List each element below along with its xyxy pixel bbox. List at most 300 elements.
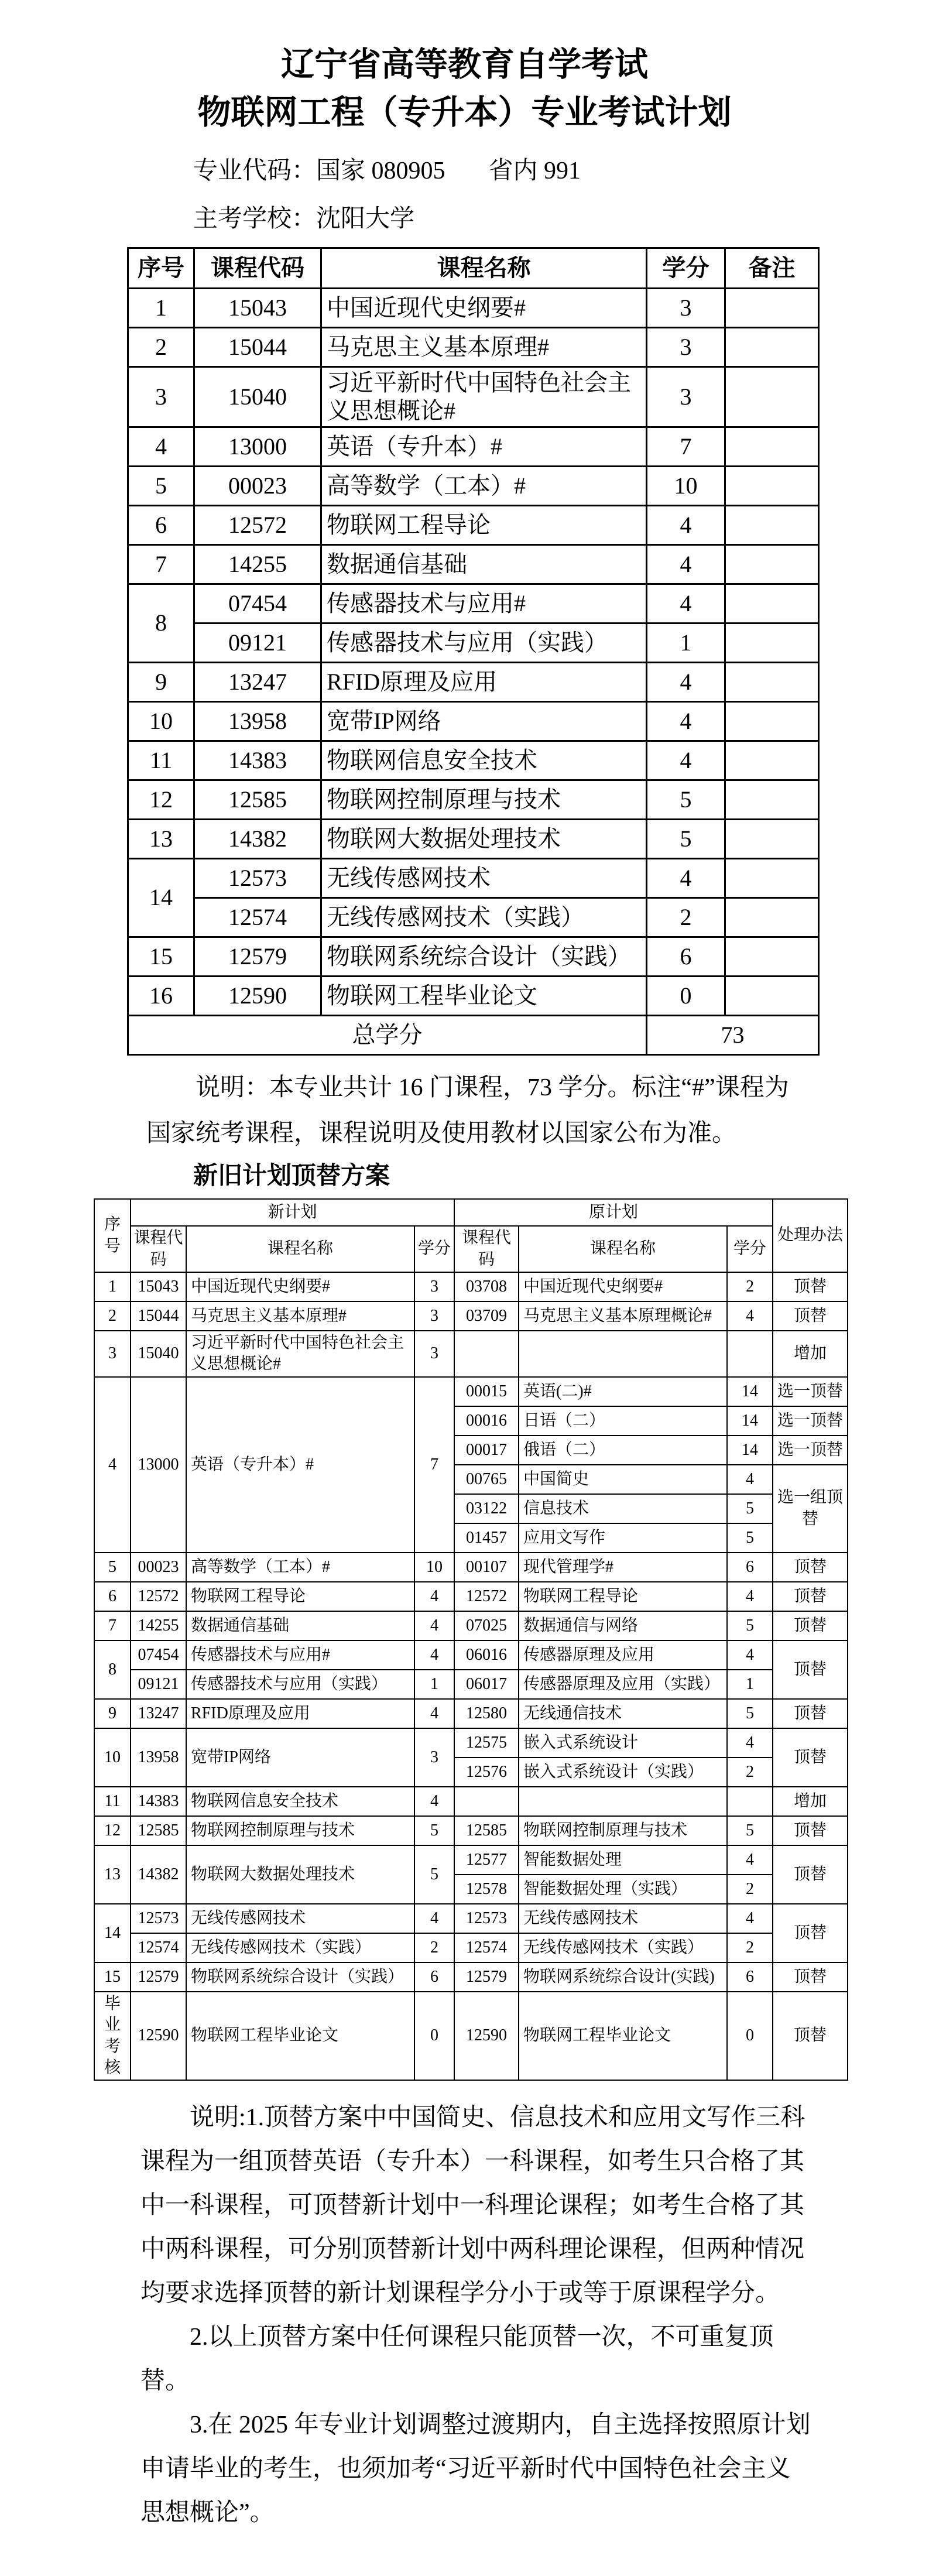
table-row — [94, 1611, 848, 1640]
table-cell: 俄语（二） — [519, 1436, 727, 1465]
table-cell: 顶替 — [773, 1962, 848, 1992]
table-cell: 6 — [647, 937, 725, 976]
table-row — [94, 1992, 848, 2081]
table-cell: 4 — [727, 1904, 773, 1933]
table-cell: 无线传感网技术 — [321, 858, 647, 898]
table-cell: 物联网工程毕业论文 — [321, 976, 647, 1015]
table-cell: 14 — [94, 1904, 131, 1962]
page-title-line2: 物联网工程（专升本）专业考试计划 — [197, 93, 732, 131]
table-cell: 选一顶替 — [773, 1377, 848, 1406]
table-cell — [454, 1787, 519, 1816]
table-cell: 顶替 — [773, 1611, 848, 1640]
table-cell: 2 — [727, 1933, 773, 1962]
table-cell: 2 — [727, 1875, 773, 1904]
table-cell: 总学分 — [128, 1015, 647, 1054]
table-cell: 1 — [727, 1670, 773, 1699]
table-header-cell: 课程代码 — [194, 248, 321, 288]
table-cell — [725, 976, 819, 1015]
table-cell: 6 — [727, 1962, 773, 1992]
table-cell: 智能数据处理（实践） — [519, 1875, 727, 1904]
table-cell: 1 — [94, 1272, 131, 1301]
table-cell: 14 — [727, 1436, 773, 1465]
replacement-plan-table — [94, 1198, 848, 2081]
table-cell: 3 — [414, 1272, 454, 1301]
table-cell: 12572 — [131, 1582, 186, 1611]
table-cell: 无线传感网技术 — [519, 1904, 727, 1933]
replacement-notes — [140, 2096, 811, 2535]
table-row — [128, 937, 819, 976]
table-cell: 传感器技术与应用# — [321, 584, 647, 623]
table-cell: 4 — [128, 427, 194, 466]
table-cell — [725, 466, 819, 505]
table-cell: 传感器技术与应用# — [186, 1640, 414, 1670]
table-cell: 00023 — [131, 1553, 186, 1582]
table-cell: 06017 — [454, 1670, 519, 1699]
table-cell: 12579 — [194, 937, 321, 976]
school-label: 主考学校： — [193, 205, 317, 233]
table-header-cell: 序号 — [94, 1199, 131, 1272]
table-cell: 4 — [414, 1904, 454, 1933]
table-row — [94, 1962, 848, 1992]
table-cell: 4 — [727, 1465, 773, 1494]
table-cell: 13247 — [131, 1699, 186, 1728]
table-cell: 4 — [647, 505, 725, 544]
table-row — [94, 1845, 848, 1875]
table-cell: 4 — [727, 1301, 773, 1331]
table-row — [94, 1301, 848, 1331]
table-cell: 15044 — [131, 1301, 186, 1331]
table-cell: 12 — [128, 780, 194, 819]
table-cell: 15040 — [131, 1331, 186, 1377]
table-cell: 嵌入式系统设计（实践） — [519, 1758, 727, 1787]
table-row — [128, 701, 819, 741]
table-cell: 5 — [94, 1553, 131, 1582]
table-cell: 14382 — [131, 1845, 186, 1904]
table-cell: 7 — [647, 427, 725, 466]
table-row — [128, 741, 819, 780]
table-cell: 物联网工程导论 — [186, 1582, 414, 1611]
table-cell: 5 — [647, 819, 725, 858]
table-row — [128, 288, 819, 327]
table-row — [128, 505, 819, 544]
table-cell: 5 — [727, 1494, 773, 1523]
table-cell: 顶替 — [773, 1582, 848, 1611]
table-cell: 9 — [94, 1699, 131, 1728]
table-cell: 12585 — [194, 780, 321, 819]
course-plan-table — [127, 247, 820, 1056]
table-cell: 4 — [727, 1640, 773, 1670]
table-cell: 12590 — [131, 1992, 186, 2081]
table-cell: 中国近现代史纲要# — [321, 288, 647, 327]
table-cell: 中国近现代史纲要# — [186, 1272, 414, 1301]
table-cell: 12585 — [131, 1816, 186, 1845]
table-cell: 信息技术 — [519, 1494, 727, 1523]
table-row — [128, 248, 819, 288]
table-header-cell: 课程名称 — [321, 248, 647, 288]
table-cell: 4 — [414, 1787, 454, 1816]
table-cell: 无线传感网技术（实践） — [321, 898, 647, 937]
table-cell: RFID原理及应用 — [186, 1699, 414, 1728]
table-cell — [725, 937, 819, 976]
table-row — [128, 466, 819, 505]
table-cell: 2 — [128, 327, 194, 366]
table-row — [94, 1377, 848, 1406]
table-row — [94, 1670, 848, 1699]
table-row — [128, 327, 819, 366]
table-cell: 12578 — [454, 1875, 519, 1904]
table-header-cell: 处理办法 — [773, 1199, 848, 1272]
table-cell: 增加 — [773, 1331, 848, 1377]
table-cell: 0 — [414, 1992, 454, 2081]
table-cell: 8 — [94, 1640, 131, 1699]
table-cell: 4 — [647, 662, 725, 701]
table-cell: 12576 — [454, 1758, 519, 1787]
table-cell: 顶替 — [773, 1699, 848, 1728]
replacement-note-2: 2.以上顶替方案中任何课程只能顶替一次，不可重复顶替。 — [140, 2324, 774, 2395]
table-row — [94, 1933, 848, 1962]
table-cell: 传感器技术与应用（实践） — [186, 1670, 414, 1699]
table-cell: 1 — [647, 623, 725, 662]
table-cell — [725, 327, 819, 366]
table-cell: 5 — [128, 466, 194, 505]
table-cell: 英语(二)# — [519, 1377, 727, 1406]
table-row — [94, 1728, 848, 1758]
table-cell: 03122 — [454, 1494, 519, 1523]
table-cell — [725, 505, 819, 544]
table-cell: 物联网控制原理与技术 — [519, 1816, 727, 1845]
table-cell: 传感器原理及应用 — [519, 1640, 727, 1670]
table-cell: 15043 — [194, 288, 321, 327]
table-cell: 3 — [128, 366, 194, 427]
table-cell: 7 — [414, 1377, 454, 1553]
table-cell: 15040 — [194, 366, 321, 427]
table-cell — [725, 427, 819, 466]
table-cell: 16 — [128, 976, 194, 1015]
table-cell: 英语（专升本）# — [321, 427, 647, 466]
table-cell: 4 — [414, 1699, 454, 1728]
table-cell: 顶替 — [773, 1728, 848, 1787]
table-cell — [727, 1787, 773, 1816]
table-cell: 传感器技术与应用（实践） — [321, 623, 647, 662]
table-cell — [725, 898, 819, 937]
table-header-cell: 学分 — [647, 248, 725, 288]
table-cell: 11 — [94, 1787, 131, 1816]
table-header-cell: 新计划 — [131, 1199, 454, 1226]
table-cell: 物联网控制原理与技术 — [186, 1816, 414, 1845]
table-cell: 6 — [414, 1962, 454, 1992]
table-cell: 马克思主义基本原理概论# — [519, 1301, 727, 1331]
table-row — [94, 1816, 848, 1845]
table-cell — [727, 1331, 773, 1377]
table-cell: 14255 — [194, 544, 321, 584]
table-header-cell: 课程代码 — [131, 1226, 186, 1272]
table-cell: 物联网工程毕业论文 — [186, 1992, 414, 2081]
table-cell — [519, 1331, 727, 1377]
table-cell: 13 — [128, 819, 194, 858]
table-cell: 12575 — [454, 1728, 519, 1758]
table-cell: 马克思主义基本原理# — [321, 327, 647, 366]
table-cell: 4 — [647, 701, 725, 741]
table-cell: 4 — [647, 741, 725, 780]
table-cell: 宽带IP网络 — [186, 1728, 414, 1787]
table-cell: 0 — [727, 1992, 773, 2081]
table-cell: 5 — [727, 1816, 773, 1845]
table-row — [128, 662, 819, 701]
table-cell: 无线传感网技术（实践） — [519, 1933, 727, 1962]
table-cell: 毕业考核 — [94, 1992, 131, 2081]
table-cell: 10 — [128, 701, 194, 741]
table-cell: 4 — [647, 584, 725, 623]
table-row — [94, 1199, 848, 1226]
replacement-note-1: 说明:1.顶替方案中中国简史、信息技术和应用文写作三科课程为一组顶替英语（专升本）一科课程，如考生只合格了其中一科课程，可顶替新计划中一科理论课程；如考生合格了其中两科课程，可分别顶替新计划中两科理论课程，但两种情况均要求选择顶替的新计划课程学分小于或等于原课程学分。 — [140, 2104, 805, 2307]
table-row — [94, 1787, 848, 1816]
table-cell: 10 — [414, 1553, 454, 1582]
table-cell — [725, 623, 819, 662]
table-cell: 顶替 — [773, 1553, 848, 1582]
table-cell: 00107 — [454, 1553, 519, 1582]
replacement-section-title: 新旧计划顶替方案 — [193, 1161, 390, 1189]
table-row — [128, 623, 819, 662]
table-cell: 13958 — [131, 1728, 186, 1787]
table-cell: 顶替 — [773, 1845, 848, 1904]
table-row — [94, 1272, 848, 1301]
table-header-cell: 课程名称 — [186, 1226, 414, 1272]
table-cell: 物联网信息安全技术 — [186, 1787, 414, 1816]
table-cell: 选一顶替 — [773, 1406, 848, 1436]
table-cell: 物联网控制原理与技术 — [321, 780, 647, 819]
table-cell: 5 — [414, 1816, 454, 1845]
table-cell: 5 — [727, 1699, 773, 1728]
title-block — [0, 0, 929, 132]
table-cell — [725, 741, 819, 780]
major-code-province: 省内 991 — [488, 157, 581, 185]
table-cell: 14383 — [131, 1787, 186, 1816]
table-cell: 无线传感网技术 — [186, 1904, 414, 1933]
table-cell — [725, 544, 819, 584]
table-cell: 增加 — [773, 1787, 848, 1816]
table-cell: 12590 — [194, 976, 321, 1015]
table-cell: 13958 — [194, 701, 321, 741]
table-cell: RFID原理及应用 — [321, 662, 647, 701]
table-cell — [725, 701, 819, 741]
table-cell: 13247 — [194, 662, 321, 701]
table-row — [128, 898, 819, 937]
table-cell: 日语（二） — [519, 1406, 727, 1436]
table-cell: 5 — [647, 780, 725, 819]
table-cell: 马克思主义基本原理# — [186, 1301, 414, 1331]
table-cell: 12573 — [454, 1904, 519, 1933]
table-cell: 13 — [94, 1845, 131, 1904]
table-cell: 14 — [727, 1406, 773, 1436]
table-cell: 15043 — [131, 1272, 186, 1301]
school-value: 沈阳大学 — [316, 205, 415, 233]
table-cell: 宽带IP网络 — [321, 701, 647, 741]
table-cell: 12574 — [194, 898, 321, 937]
table-header-cell: 原计划 — [454, 1199, 773, 1226]
table-cell: 11 — [128, 741, 194, 780]
table-cell: 14382 — [194, 819, 321, 858]
table-cell: 3 — [647, 327, 725, 366]
table-cell: 8 — [128, 584, 194, 662]
table-cell: 物联网工程毕业论文 — [519, 1992, 727, 2081]
table-cell: 12577 — [454, 1845, 519, 1875]
table-cell: 中国简史 — [519, 1465, 727, 1494]
table-cell: 1 — [128, 288, 194, 327]
table-cell: 12579 — [131, 1962, 186, 1992]
table-cell: 5 — [727, 1611, 773, 1640]
table-cell — [454, 1331, 519, 1377]
table-cell: 智能数据处理 — [519, 1845, 727, 1875]
table-cell: 6 — [94, 1582, 131, 1611]
table-cell: 01457 — [454, 1523, 519, 1553]
table-row — [128, 858, 819, 898]
table-cell: 0 — [647, 976, 725, 1015]
replacement-note-3: 3.在 2025 年专业计划调整过渡期内，自主选择按照原计划申请毕业的考生，也须加考“习近平新时代中国特色社会主义思想概论”。 — [140, 2411, 811, 2527]
table-cell: 习近平新时代中国特色社会主义思想概论# — [321, 366, 647, 427]
table-cell: 12580 — [454, 1699, 519, 1728]
table-cell: 4 — [94, 1377, 131, 1553]
table-cell: 09121 — [131, 1670, 186, 1699]
table-cell — [725, 858, 819, 898]
table-cell: 数据通信基础 — [186, 1611, 414, 1640]
table-cell — [725, 780, 819, 819]
table-cell: 5 — [727, 1523, 773, 1553]
table-cell: 09121 — [194, 623, 321, 662]
table-cell: 00017 — [454, 1436, 519, 1465]
table-header-cell: 课程代码 — [454, 1226, 519, 1272]
major-code-line — [193, 156, 929, 186]
table-cell: 3 — [414, 1728, 454, 1787]
table-cell: 73 — [647, 1015, 819, 1054]
table-cell — [725, 366, 819, 427]
table-row — [128, 1015, 819, 1054]
table-cell: 12 — [94, 1816, 131, 1845]
table-cell: 3 — [647, 288, 725, 327]
table-cell: 9 — [128, 662, 194, 701]
table-cell: 4 — [414, 1611, 454, 1640]
table-row — [94, 1226, 848, 1272]
table-cell: 应用文写作 — [519, 1523, 727, 1553]
table-cell: 顶替 — [773, 1640, 848, 1699]
table-cell: 顶替 — [773, 1992, 848, 2081]
table-cell: 物联网系统综合设计（实践） — [186, 1962, 414, 1992]
table-row — [128, 366, 819, 427]
table-cell: 顶替 — [773, 1301, 848, 1331]
table-cell: 12574 — [131, 1933, 186, 1962]
table-cell: 4 — [727, 1728, 773, 1758]
table-cell: 顶替 — [773, 1816, 848, 1845]
table-cell: 4 — [727, 1582, 773, 1611]
table-cell: 5 — [414, 1845, 454, 1904]
table-row — [94, 1582, 848, 1611]
table-cell: 物联网大数据处理技术 — [321, 819, 647, 858]
table-row — [128, 976, 819, 1015]
table-cell: 习近平新时代中国特色社会主义思想概论# — [186, 1331, 414, 1377]
table-cell: 顶替 — [773, 1904, 848, 1962]
table-cell: 无线传感网技术（实践） — [186, 1933, 414, 1962]
table-cell: 物联网系统综合设计（实践） — [321, 937, 647, 976]
table-row — [128, 427, 819, 466]
table-cell: 00023 — [194, 466, 321, 505]
table-cell: 10 — [94, 1728, 131, 1787]
table-cell: 12590 — [454, 1992, 519, 2081]
school-line — [193, 204, 929, 234]
table-cell: 07454 — [194, 584, 321, 623]
table-cell: 12572 — [194, 505, 321, 544]
table-cell: 物联网工程导论 — [321, 505, 647, 544]
table-cell: 15044 — [194, 327, 321, 366]
table-cell: 4 — [414, 1582, 454, 1611]
table-cell: 12573 — [131, 1904, 186, 1933]
table-cell — [725, 662, 819, 701]
table-row — [128, 819, 819, 858]
table-header-cell: 序号 — [128, 248, 194, 288]
table-row — [128, 584, 819, 623]
table-cell: 13000 — [194, 427, 321, 466]
table-cell: 数据通信基础 — [321, 544, 647, 584]
table-cell: 12579 — [454, 1962, 519, 1992]
table-cell: 2 — [414, 1933, 454, 1962]
table-cell: 顶替 — [773, 1272, 848, 1301]
table-cell: 00765 — [454, 1465, 519, 1494]
table-cell: 物联网大数据处理技术 — [186, 1845, 414, 1904]
table-cell: 6 — [727, 1553, 773, 1582]
table-cell: 00016 — [454, 1406, 519, 1436]
table-cell: 现代管理学# — [519, 1553, 727, 1582]
table-cell: 1 — [414, 1670, 454, 1699]
table-cell: 4 — [414, 1640, 454, 1670]
course-plan-note: 说明：本专业共计 16 门课程，73 学分。标注“#”课程为国家统考课程，课程说明及使用教材以国家公布为准。 — [146, 1074, 789, 1147]
table-row — [94, 1640, 848, 1670]
table-cell: 7 — [94, 1611, 131, 1640]
table-cell: 2 — [727, 1758, 773, 1787]
table-row — [128, 544, 819, 584]
table-cell — [519, 1787, 727, 1816]
table-cell: 3 — [414, 1331, 454, 1377]
table-cell: 6 — [128, 505, 194, 544]
table-row — [128, 780, 819, 819]
table-cell: 14 — [128, 858, 194, 937]
table-row — [94, 1904, 848, 1933]
table-cell: 7 — [128, 544, 194, 584]
table-cell: 物联网工程导论 — [519, 1582, 727, 1611]
table-cell: 4 — [647, 858, 725, 898]
table-cell: 2 — [94, 1301, 131, 1331]
table-cell: 无线通信技术 — [519, 1699, 727, 1728]
table-cell: 07025 — [454, 1611, 519, 1640]
table-cell: 2 — [727, 1272, 773, 1301]
table-cell: 嵌入式系统设计 — [519, 1728, 727, 1758]
major-code-label: 专业代码： — [193, 157, 317, 185]
table-cell: 14383 — [194, 741, 321, 780]
table-cell: 选一顶替 — [773, 1436, 848, 1465]
table-header-cell: 备注 — [725, 248, 819, 288]
table-cell: 物联网系统综合设计(实践) — [519, 1962, 727, 1992]
table-cell: 00015 — [454, 1377, 519, 1406]
table-cell — [725, 288, 819, 327]
meta-block — [193, 156, 929, 234]
table-cell: 数据通信与网络 — [519, 1611, 727, 1640]
table-cell: 选一组顶替 — [773, 1465, 848, 1553]
table-cell: 12572 — [454, 1582, 519, 1611]
table-cell: 3 — [414, 1301, 454, 1331]
table-cell: 10 — [647, 466, 725, 505]
table-cell: 03709 — [454, 1301, 519, 1331]
table-header-cell: 学分 — [414, 1226, 454, 1272]
table-header-cell: 学分 — [727, 1226, 773, 1272]
table-cell: 12574 — [454, 1933, 519, 1962]
table-cell: 07454 — [131, 1640, 186, 1670]
